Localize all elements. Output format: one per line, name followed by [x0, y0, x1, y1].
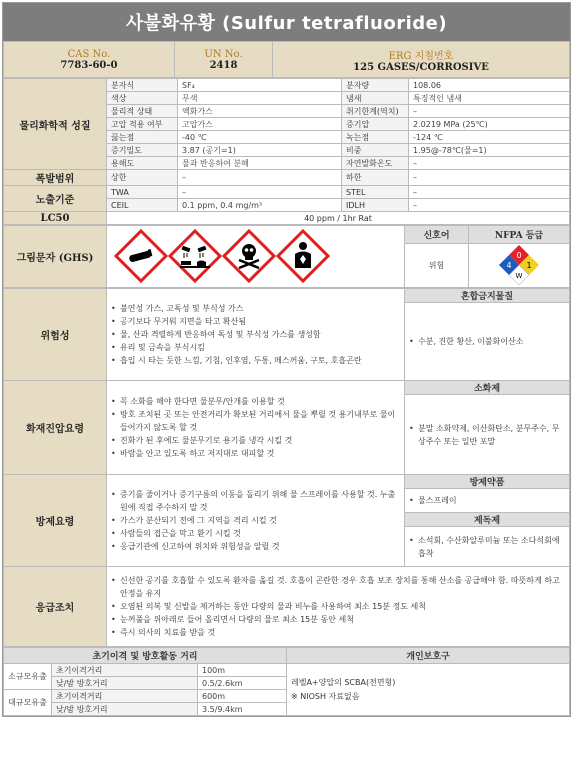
explosion-upper-value: – [178, 170, 342, 186]
exposure-label: TWA [107, 186, 178, 199]
cas-value: 7783-60-0 [60, 59, 118, 71]
nfpa-reactivity: 1 [526, 260, 532, 270]
cas-cell [4, 42, 175, 78]
distance-label: 낮/밤 방호거리 [52, 703, 198, 716]
exposure-value: – [409, 186, 570, 199]
response-table [3, 288, 570, 647]
prop-value: SF₄ [178, 79, 342, 92]
first-aid-list [111, 574, 565, 639]
distance-value: 100m [198, 664, 287, 677]
control-section-label: 방제요령 [4, 475, 107, 567]
exposure-value: – [178, 186, 342, 199]
list-item: • 공기보다 무거워 지면을 타고 확산됨 [111, 315, 400, 328]
list-item: • 진화가 된 후에도 물분무기로 용기를 냉각 시킬 것 [111, 434, 400, 447]
hazard-list-cell [107, 289, 405, 381]
nfpa-health: 4 [506, 260, 512, 270]
prop-value: 액화가스 [178, 105, 342, 118]
list-item: • 신선한 공기를 호흡할 수 있도록 환자를 옮길 것. 호흡이 곤란한 경우 호흡 보조 장치를 통해 산소를 공급해야 함. 따뜻하게 하고 안정을 유지 [111, 574, 565, 600]
prop-value: 1.95@-78℃(물=1) [409, 144, 570, 157]
explosion-section-label: 폭발범위 [4, 170, 107, 186]
exposure-section-label: 노출기준 [4, 186, 107, 212]
prop-value: 고압가스 [178, 118, 342, 131]
list-item: • 물, 산과 격렬하게 반응하여 독성 및 부식성 가스를 생성함 [111, 328, 400, 341]
signal-word-label: 신호어 [405, 226, 469, 244]
prop-value: -40 ℃ [178, 131, 342, 144]
prop-label: 증기압 [342, 118, 409, 131]
properties-table [3, 78, 570, 225]
lc50-section-label: LC50 [4, 212, 107, 225]
incompatible-text: • 수분, 진한 황산, 이불화이산소 [409, 335, 565, 348]
list-item: • 흡입 시 타는 듯한 느낌, 기침, 인후염, 두통, 메스꺼움, 구토, 호흡곤란 [111, 354, 400, 367]
fire-list-cell [107, 381, 405, 475]
decontaminant-title: 제독제 [405, 513, 570, 527]
distance-label: 초기이격거리 [52, 690, 198, 703]
exposure-label: CEIL [107, 199, 178, 212]
list-item: • 응급기관에 신고하여 위치와 위험성을 알릴 것 [111, 540, 400, 553]
ghs-table [3, 225, 570, 288]
prop-label: 녹는점 [342, 131, 409, 144]
erg-value: 125 GASES/CORROSIVE [353, 61, 489, 73]
ghs-pictogram-row [111, 227, 401, 285]
list-item: • 가스가 분산되기 전에 그 지역을 격리 시킬 것 [111, 514, 400, 527]
hazard-section-label: 위험성 [4, 289, 107, 381]
corrosion-icon [170, 231, 220, 281]
exposure-value: 0.1 ppm, 0.4 mg/m³ [178, 199, 342, 212]
erg-label: ERG 지침번호 [388, 50, 454, 62]
exposure-label: STEL [342, 186, 409, 199]
list-item: • 바람을 안고 있도록 하고 저지대로 대피할 것 [111, 447, 400, 460]
prop-value: 108.06 [409, 79, 570, 92]
ppe-line-2: ※ NIOSH 자료없음 [291, 691, 360, 701]
prop-label: 색상 [107, 92, 178, 105]
prop-value: 특징적인 냄새 [409, 92, 570, 105]
ghs-pictograms [107, 226, 405, 288]
nfpa-flammability: 0 [516, 250, 522, 260]
un-label: UN No. [204, 48, 243, 60]
large-spill-label: 대규모유출 [4, 690, 52, 716]
nfpa-diamond-icon [499, 245, 539, 285]
ppe-line-1: 레벨A+양압의 SCBA(전면형) [291, 677, 396, 687]
explosion-upper-label: 상한 [107, 170, 178, 186]
prop-value: 2.0219 MPa (25℃) [409, 118, 570, 131]
list-item: • 유리 및 금속을 부식시킴 [111, 341, 400, 354]
skull-crossbones-icon [224, 231, 274, 281]
distance-title: 초기이격 및 방호활동 거리 [4, 648, 287, 664]
prop-label: 자연발화온도 [342, 157, 409, 170]
extinguisher-title: 소화제 [405, 381, 570, 395]
msds-sheet [2, 2, 571, 717]
exposure-value: – [409, 199, 570, 212]
hazard-list [111, 302, 400, 367]
prop-value: – [409, 157, 570, 170]
prop-label: 비중 [342, 144, 409, 157]
list-item: • 증기를 줄이거나 증기구름의 이동을 돌리기 위해 물 스프레이를 사용할 것. 누출원에 직접 주수하지 말 것 [111, 488, 400, 514]
un-value: 2418 [209, 59, 238, 71]
fire-section-label: 화재진압요령 [4, 381, 107, 475]
prop-label: 분자량 [342, 79, 409, 92]
explosion-lower-value: – [409, 170, 570, 186]
distance-label: 낮/밤 방호거리 [52, 677, 198, 690]
small-spill-label: 소규모유출 [4, 664, 52, 690]
cas-label: CAS No. [67, 48, 111, 60]
prop-label: 물리적 상태 [107, 105, 178, 118]
explosion-lower-label: 하한 [342, 170, 409, 186]
extinguisher-cell [405, 395, 570, 475]
list-item: • 오염된 의복 및 신발을 제거하는 동안 다량의 물과 비누를 사용하여 최소 15분 정도 세척 [111, 600, 565, 613]
prop-label: 분자식 [107, 79, 178, 92]
control-list [111, 488, 400, 553]
control-agent-title: 방제약품 [405, 475, 570, 489]
control-list-cell [107, 475, 405, 567]
distance-value: 600m [198, 690, 287, 703]
un-cell [175, 42, 273, 78]
prop-label: 고압 적용 여부 [107, 118, 178, 131]
extinguisher-text: • 분말 소화약제, 이산화탄소, 분무주수, 무상주수 또는 일반 포말 [409, 422, 565, 448]
list-item: • 방호 조치된 곳 또는 안전거리가 확보된 거리에서 물을 뿌릴 것 용기내부로 물이 들어가지 않도록 할 것 [111, 408, 400, 434]
lc50-value: 40 ppm / 1hr Rat [107, 212, 570, 225]
list-item: • 사람들의 접근을 막고 환기 시킬 것 [111, 527, 400, 540]
incompatible-title: 혼합금지물질 [405, 289, 570, 303]
prop-value: 3.87 (공기=1) [178, 144, 342, 157]
list-item: • 꼭 소화를 해야 한다면 물분무/안개를 이용할 것 [111, 395, 400, 408]
prop-label: 냄새 [342, 92, 409, 105]
distance-value: 3.5/9.4km [198, 703, 287, 716]
nfpa-special: W [515, 271, 523, 280]
fire-list [111, 395, 400, 460]
nfpa-label: NFPA 등급 [469, 226, 570, 244]
nfpa-diamond [469, 244, 570, 288]
list-item: • 즉시 의사의 치료를 받을 것 [111, 626, 565, 639]
prop-label: 취기한계(역치) [342, 105, 409, 118]
signal-word-value: 위험 [405, 244, 469, 288]
prop-label: 증기밀도 [107, 144, 178, 157]
ppe-title: 개인보호구 [287, 648, 570, 664]
distance-label: 초기이격거리 [52, 664, 198, 677]
incompatible-cell [405, 303, 570, 381]
health-hazard-icon [278, 231, 328, 281]
phys-section-label: 물리화학적 성질 [4, 79, 107, 170]
prop-value: – [409, 105, 570, 118]
ppe-cell [287, 664, 570, 716]
exposure-label: IDLH [342, 199, 409, 212]
gas-cylinder-icon [116, 231, 166, 281]
prop-label: 용해도 [107, 157, 178, 170]
erg-cell [273, 42, 570, 78]
distance-table [3, 647, 570, 716]
ghs-section-label: 그림문자 (GHS) [4, 226, 107, 288]
id-table [3, 41, 570, 78]
control-agent-text: • 물스프레이 [409, 494, 565, 507]
list-item: • 눈꺼풀을 위아래로 들어 올리면서 다량의 물로 최소 15분 동안 세척 [111, 613, 565, 626]
decontaminant-cell [405, 527, 570, 567]
prop-value: 물과 반응하여 분해 [178, 157, 342, 170]
prop-label: 끓는점 [107, 131, 178, 144]
prop-value: -124 ℃ [409, 131, 570, 144]
decontaminant-text: • 소석회, 수산화알루미늄 또는 소다석회에 흡착 [409, 534, 565, 560]
page-title: 사불화유황 (Sulfur tetrafluoride) [3, 3, 570, 41]
first-aid-section-label: 응급조치 [4, 567, 107, 647]
prop-value: 무색 [178, 92, 342, 105]
distance-value: 0.5/2.6km [198, 677, 287, 690]
list-item: • 불연성 가스, 고독성 및 부식성 가스 [111, 302, 400, 315]
control-agent-cell [405, 489, 570, 513]
first-aid-list-cell [107, 567, 570, 647]
